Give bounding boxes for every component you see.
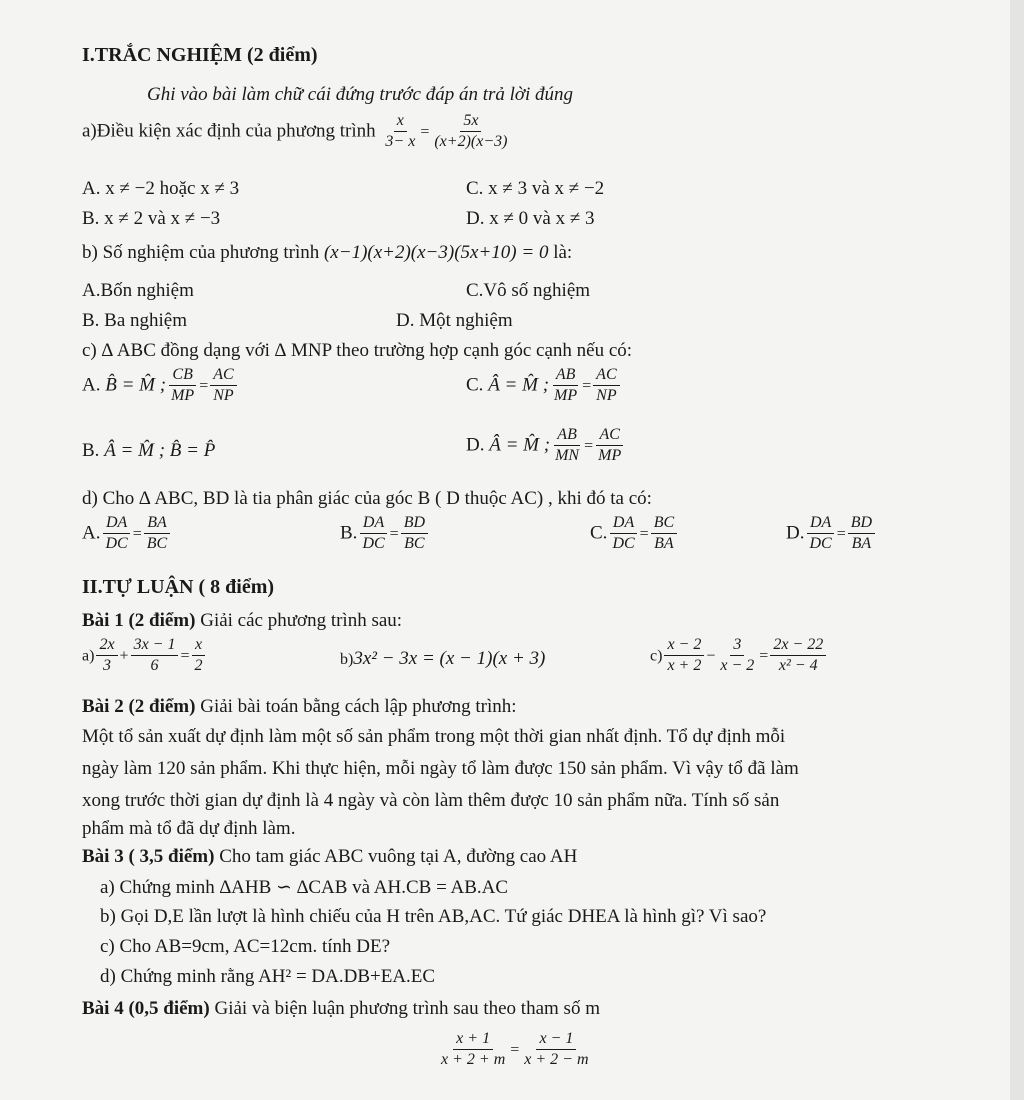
part1-instruction: Ghi vào bài làm chữ cái đứng trước đáp án trả lời đúng: [147, 84, 574, 105]
option-d-D: D. $\frac{DA}{DC}$ = $\frac{BD}{BA}$: [786, 514, 877, 554]
option-a-B: B. x ≠ 2 và x ≠ −3: [82, 208, 221, 229]
page-edge: [1010, 0, 1024, 1100]
fraction: $\frac{5x}{(x+2)(x-3)}$: [434, 112, 508, 151]
bai2-line3: xong trước thời gian dự định là 4 ngày và còn làm thêm được 10 sản phẩm nữa. Tính số sản: [82, 790, 780, 811]
option-b-B: B. Ba nghiệm: [82, 310, 188, 331]
bai2-heading: Bài 2 (2 điểm) Giải bài toán bằng cách lập phương trình:: [82, 696, 517, 717]
equation: (x−1)(x+2)(x−3)(5x+10) = 0: [323, 242, 549, 263]
bai4-heading: Bài 4 (0,5 điểm) Giải và biện luận phương trình sau theo tham số m: [82, 998, 600, 1019]
option-a-A: A. x ≠ −2 hoặc x ≠ 3: [82, 178, 240, 199]
bai3-c: c) Cho AB=9cm, AC=12cm. tính DE?: [100, 936, 391, 957]
bai3-b: b) Gọi D,E lần lượt là hình chiếu của H trên AB,AC. Tứ giác DHEA là hình gì? Vì sao?: [100, 906, 767, 927]
part2-title: II.TỰ LUẬN ( 8 điểm): [82, 576, 275, 598]
option-c-D: D. Â = M̂ ; $\frac{AB}{MN}$ = $\frac{AC}{MP}$: [466, 426, 622, 465]
bai1-heading: Bài 1 (2 điểm) Giải các phương trình sau:: [82, 610, 403, 631]
option-b-C: C.Vô số nghiệm: [466, 280, 591, 301]
option-b-A: A.Bốn nghiệm: [82, 280, 194, 301]
fraction: $\frac{x}{3- x}$: [385, 112, 416, 151]
question-a: a)Điều kiện xác định của phương trình $\frac{x}{3- x}$ = $\frac{5x}{(x+2)(x-3)}$: [82, 112, 512, 152]
part1-title: I.TRẮC NGHIỆM (2 điểm): [82, 44, 318, 66]
option-b-D: D. Một nghiệm: [396, 310, 513, 331]
bai2-line2: ngày làm 120 sản phẩm. Khi thực hiện, mỗi ngày tổ làm được 150 sản phẩm. Vì vậy tổ đã làm: [82, 758, 799, 779]
option-a-D: D. x ≠ 0 và x ≠ 3: [466, 208, 595, 229]
bai3-heading: Bài 3 ( 3,5 điểm) Cho tam giác ABC vuông tại A, đường cao AH: [82, 846, 578, 867]
bai3-a: a) Chứng minh ∆AHB ∽ ∆CAB và AH.CB = AB.AC: [100, 877, 509, 898]
option-c-C: C. Â = M̂ ; $\frac{AB}{MP}$ = $\frac{AC}{NP}$: [466, 366, 622, 406]
bai1-a: a) $\frac{2x}{3}$ + $\frac{3x - 1}{6}$ = $\frac{x}{2}$: [82, 636, 208, 676]
option-c-B: B. Â = M̂ ; B̂ = P̂: [82, 440, 216, 461]
bai4-equation: $\frac{x + 1}{x + 2 + m}$ = $\frac{x - 1}{x + 2 - m}$: [441, 1030, 589, 1069]
option-d-A: A. $\frac{DA}{DC}$ = $\frac{BA}{BC}$: [82, 514, 172, 554]
bai2-line1: Một tổ sản xuất dự định làm một số sản phẩm trong một thời gian nhất định. Tổ dự định mỗi: [82, 726, 786, 747]
bai1-b: b)3x² − 3x = (x − 1)(x + 3): [340, 648, 546, 669]
option-d-B: B. $\frac{DA}{DC}$ = $\frac{BD}{BC}$: [340, 514, 430, 554]
question-d: d) Cho ∆ ABC, BD là tia phân giác của góc B ( D thuộc AC) , khi đó ta có:: [82, 488, 652, 509]
question-b: b) Số nghiệm của phương trình (x−1)(x+2)(x−3)(5x+10) = 0 là:: [82, 242, 573, 263]
bai2-line4: phẩm mà tổ đã dự định làm.: [82, 818, 296, 839]
question-c: c) ∆ ABC đồng dạng với ∆ MNP theo trường hợp cạnh góc cạnh nếu có:: [82, 340, 633, 361]
question-a-label: a)Điều kiện xác định của phương trình: [82, 120, 376, 142]
bai3-d: d) Chứng minh rằng AH² = DA.DB+EA.EC: [100, 966, 436, 987]
bai1-c: c) $\frac{x - 2}{x + 2}$ − $\frac{3}{x - 2}$ = $\frac{2x - 22}{\text{x² − 4}}$: [650, 636, 828, 676]
option-d-C: C. $\frac{DA}{DC}$ = $\frac{BC}{BA}$: [590, 514, 679, 554]
option-a-C: C. x ≠ 3 và x ≠ −2: [466, 178, 605, 199]
option-c-A: A. B̂ = M̂ ; $\frac{CB}{MP}$ = $\frac{AC}{NP}$: [82, 366, 239, 406]
